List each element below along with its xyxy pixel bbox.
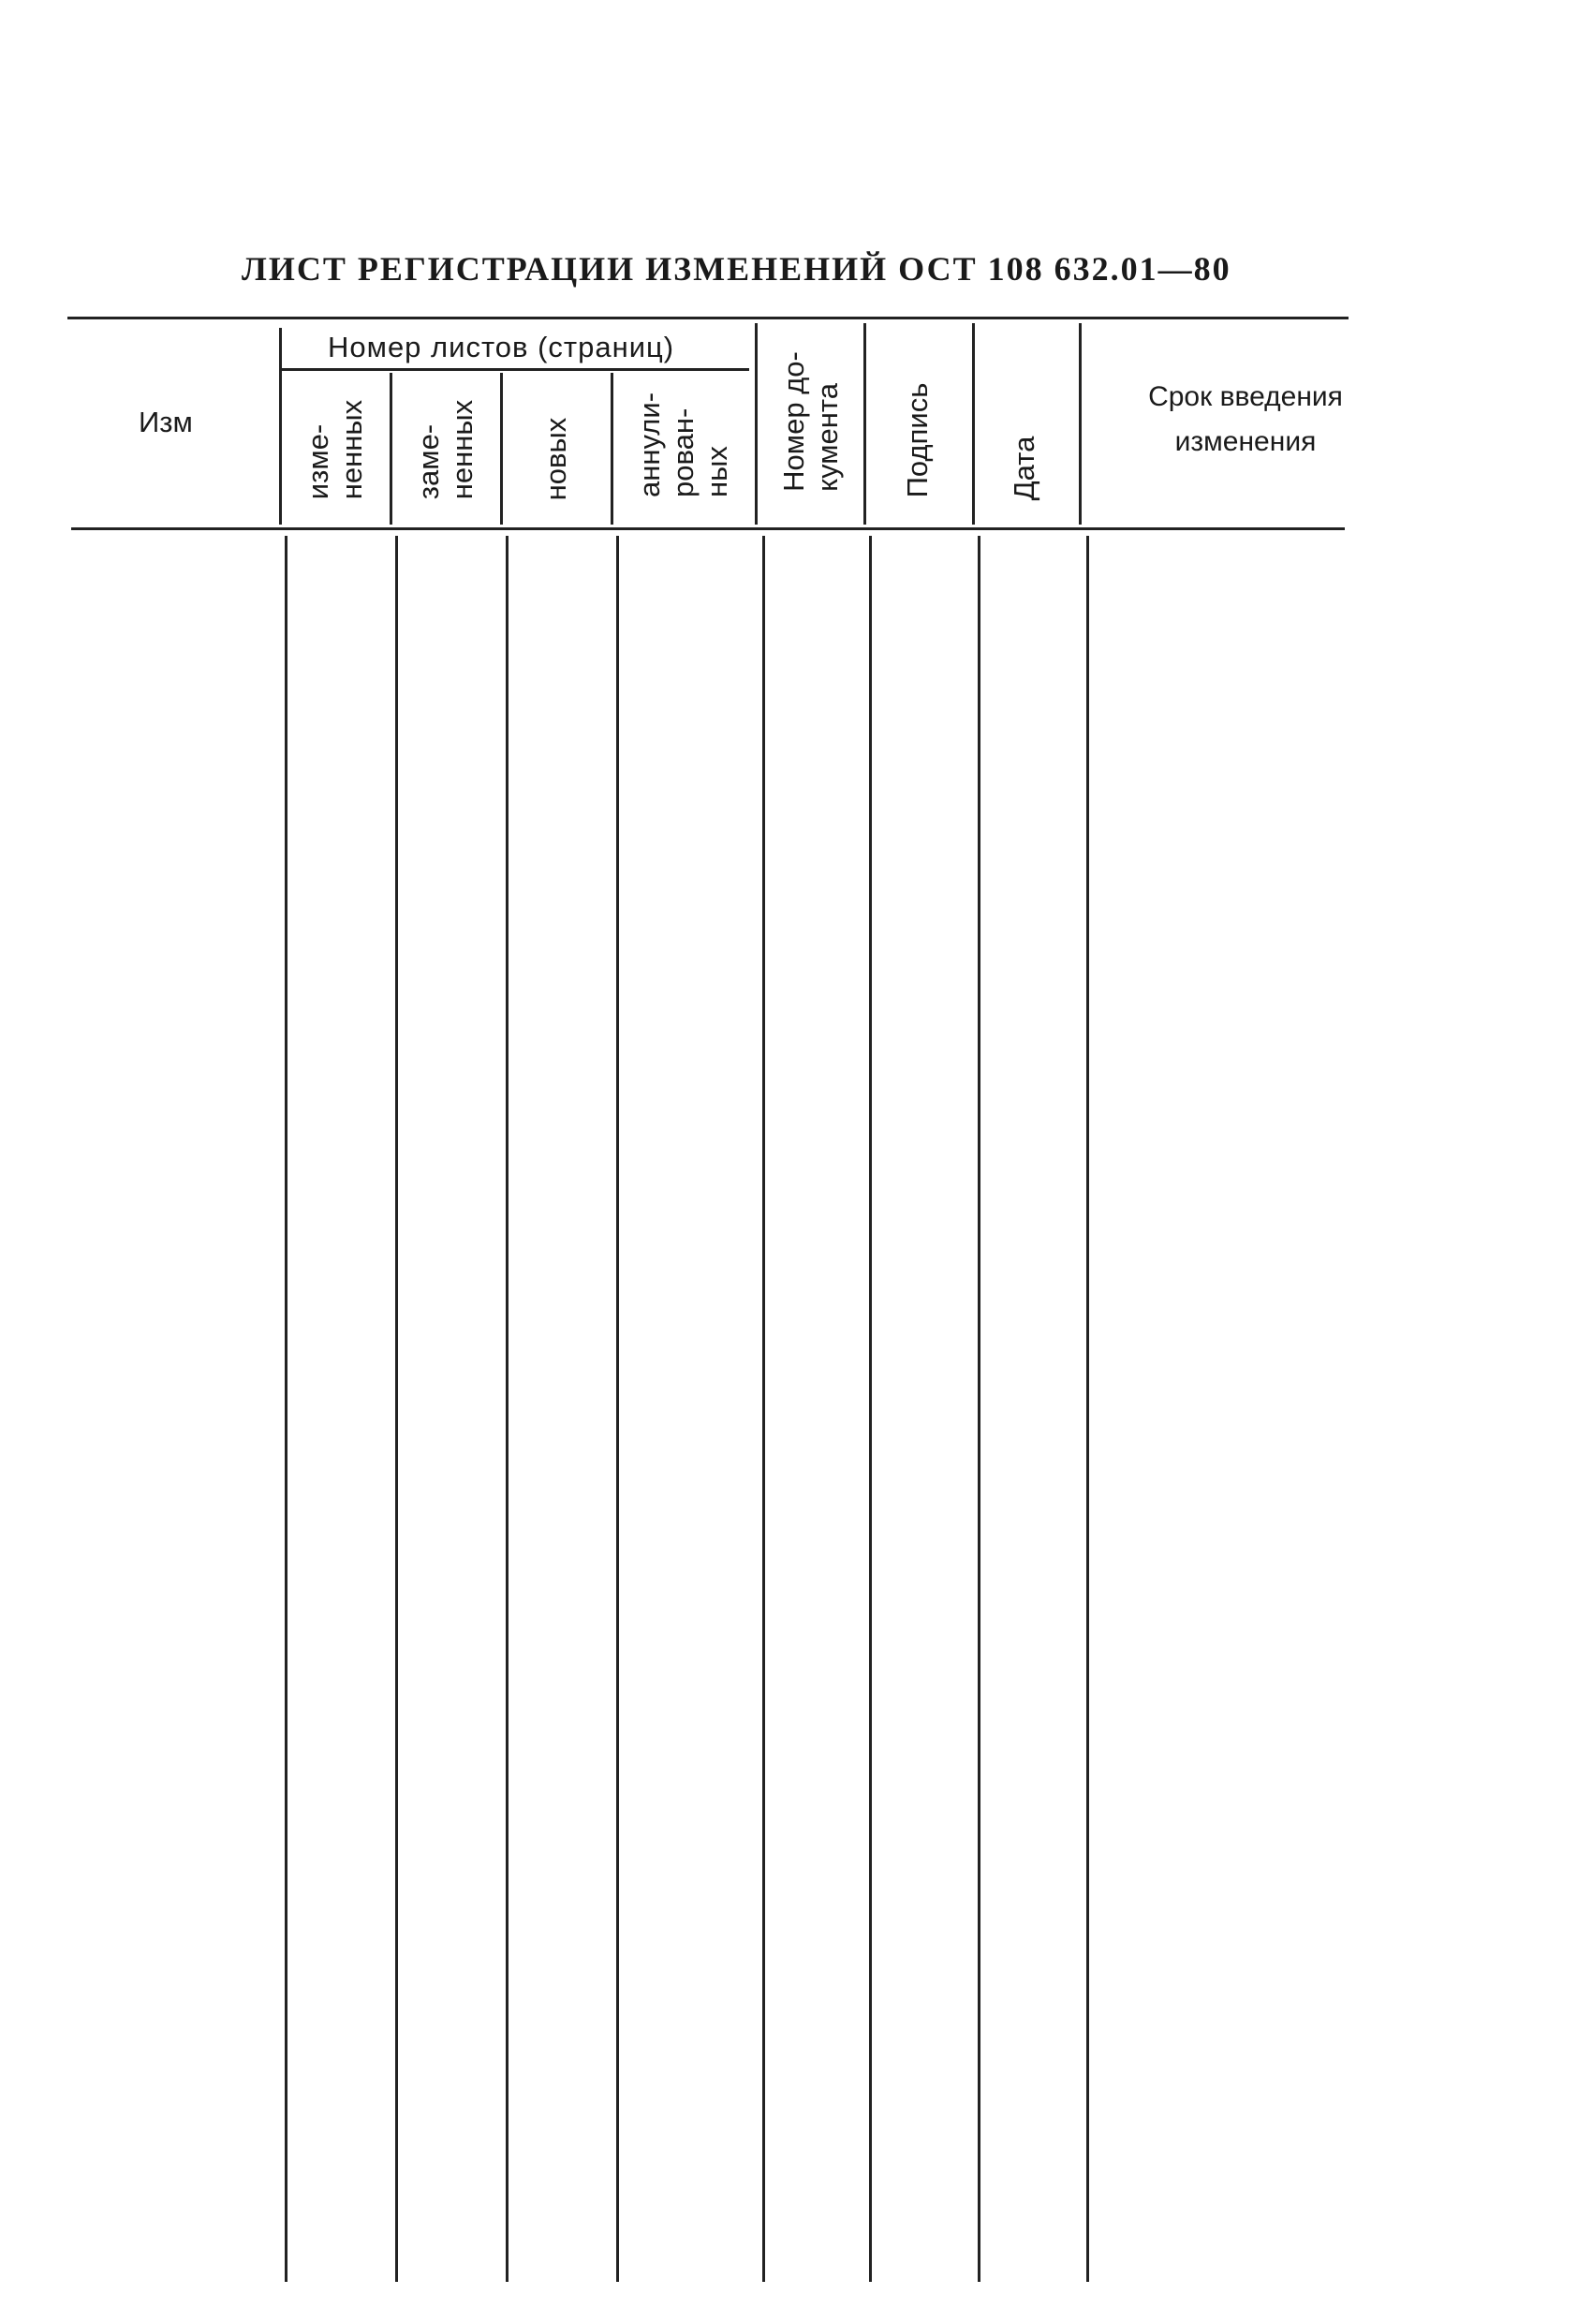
- col-header-novyh: [539, 418, 573, 501]
- group-header-sheet-numbers: Номер листов (страниц): [328, 331, 675, 363]
- body-divider-7: [978, 536, 980, 2282]
- document-title: ЛИСТ РЕГИСТРАЦИИ ИЗМЕНЕНИЙ ОСТ 108 632.01—80: [242, 250, 1231, 288]
- col-header-nomer-dokumenta-line1: Номер до-: [777, 351, 810, 492]
- header-divider-2: [390, 373, 392, 525]
- col-header-nomer-dokumenta: [777, 351, 845, 492]
- body-divider-5: [762, 536, 765, 2282]
- header-divider-8: [1079, 323, 1082, 525]
- header-divider-4: [611, 373, 613, 525]
- col-header-izmenennyh: [302, 400, 369, 499]
- header-divider-6: [863, 323, 866, 525]
- col-header-data: [1008, 437, 1041, 501]
- col-header-novyh-line1: новых: [539, 417, 572, 501]
- header-bottom-rule: [71, 527, 1345, 530]
- col-header-zamenennyh: [412, 400, 479, 499]
- body-divider-2: [395, 536, 398, 2282]
- col-header-annulirovannyh-line1: аннули-: [633, 392, 666, 498]
- body-divider-8: [1086, 536, 1089, 2282]
- col-header-srok-vvedeniya: [1105, 375, 1386, 465]
- table-top-rule: [67, 317, 1349, 319]
- col-header-izmenennyh-line2: ненных: [335, 399, 368, 500]
- col-header-data-line1: Дата: [1008, 436, 1040, 501]
- col-header-annulirovannyh-line3: ных: [700, 446, 733, 498]
- header-divider-5: [755, 323, 758, 525]
- col-header-zamenennyh-line2: ненных: [446, 399, 479, 500]
- col-header-podpis: [901, 383, 935, 498]
- header-divider-7: [972, 323, 975, 525]
- col-header-srok-line2: изменения: [1174, 426, 1317, 457]
- header-divider-1: [279, 328, 282, 525]
- col-header-annulirovannyh: [633, 392, 734, 497]
- body-divider-4: [616, 536, 619, 2282]
- header-divider-3: [500, 373, 503, 525]
- col-header-podpis-line1: Подпись: [901, 382, 934, 498]
- col-header-izm: Изм: [139, 406, 193, 438]
- col-header-izmenennyh-line1: изме-: [302, 423, 334, 500]
- body-divider-3: [506, 536, 509, 2282]
- body-divider-1: [285, 536, 287, 2282]
- body-divider-6: [869, 536, 872, 2282]
- col-header-srok-line1: Срок введения: [1148, 381, 1343, 412]
- col-header-annulirovannyh-line2: рован-: [667, 407, 700, 498]
- col-header-zamenennyh-line1: заме-: [412, 423, 445, 500]
- col-header-nomer-dokumenta-line2: кумента: [811, 383, 844, 492]
- group-header-underline: [279, 368, 749, 371]
